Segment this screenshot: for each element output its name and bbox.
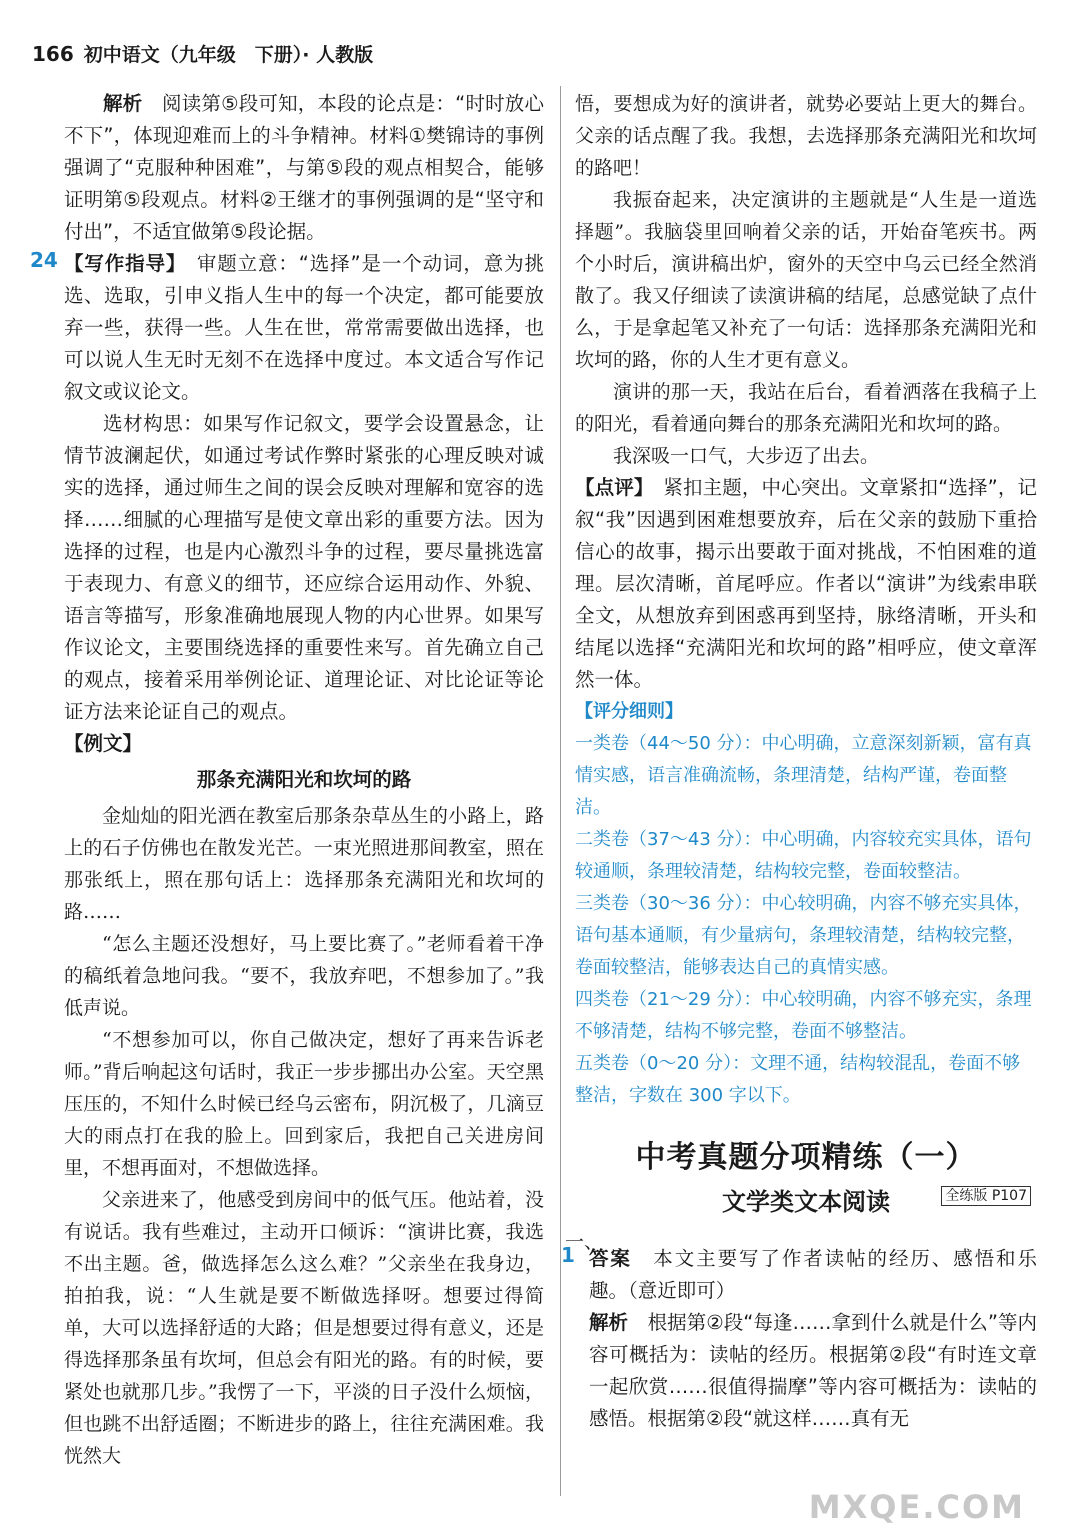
subsection-title: 文学类文本阅读	[722, 1188, 890, 1216]
subsection-tag: 全练版 P107	[941, 1186, 1031, 1206]
left-column	[30, 88, 544, 1472]
essay-paragraph-1: 金灿灿的阳光洒在教室后那条杂草丛生的小路上，路上的石子仿佛也在散发光芒。一束光照进那间教室，照在那张纸上，照在那句话上：选择那条充满阳光和坎坷的路……	[64, 805, 544, 923]
column-divider	[560, 86, 561, 1496]
rubric-item: 五类卷（0～20 分）：文理不通，结构较混乱，卷面不够整洁，字数在 300 字以下。	[575, 1053, 1021, 1106]
answer-text: 本文主要写了作者读帖的经历、感悟和乐趣。（意近即可）	[589, 1247, 1037, 1302]
comment-paragraph	[575, 472, 1037, 696]
question-number-1: 1	[561, 1243, 575, 1267]
essay-title: 那条充满阳光和坎坷的路	[196, 768, 412, 791]
analysis-label: 解析	[103, 92, 143, 115]
watermark-logo: MXQE.COM	[808, 1488, 1025, 1526]
part-label: 一、	[565, 1231, 604, 1253]
essay-paragraph-4-continued: 悟，要想成为好的演讲者，就势必要站上更大的舞台。父亲的话点醒了我。我想，去选择那条充满阳光和坎坷的路吧！	[575, 93, 1037, 179]
writing-guide-paragraph	[64, 248, 544, 408]
analysis-paragraph	[64, 88, 544, 248]
question-number-24: 24	[30, 248, 58, 272]
essay-paragraph-7: 我深吸一口气，大步迈了出去。	[613, 445, 880, 467]
example-label: 【例文】	[64, 732, 143, 755]
q1-analysis-text: 根据第②段“每逢……拿到什么就是什么”等内容可概括为：读帖的经历。根据第②段“有时连文章一起欣赏……很值得揣摩”等内容可概括为：读帖的感悟。根据第②段“就这样……真有无	[589, 1311, 1037, 1430]
essay-paragraph-5: 我振奋起来，决定演讲的主题就是“人生是一道选择题”。我脑袋里回响着父亲的话，开始奋笔疾书。两个小时后，演讲稿出炉，窗外的天空中乌云已经全然消散了。我又仔细读了读演讲稿的结尾，总感觉缺了点什么，于是拿起笔又补充了一句话：选择那条充满阳光和坎坷的路，你的人生才更有意义。	[575, 189, 1037, 371]
comment-text: 紧扣主题，中心突出。文章紧扣“选择”，记叙“我”因遇到困难想要放弃，后在父亲的鼓励下重拾信心的故事，揭示出要敢于面对挑战，不怕困难的道理。层次清晰，首尾呼应。作者以“演讲”为线索串联全文，从想放弃到困惑再到坚持，脉络清晰，开头和结尾以选择“充满阳光和坎坷的路”相呼应，使文章浑然一体。	[575, 476, 1037, 691]
question-1	[561, 1243, 1037, 1435]
page-number: 166	[32, 42, 74, 66]
answer-label: 答案	[589, 1247, 632, 1270]
rubric-item: 二类卷（37～43 分）：中心明确，内容较充实具体，语句较通顺，条理较清楚，结构较完整，卷面较整洁。	[575, 829, 1032, 882]
question-24	[30, 248, 544, 408]
rubric	[575, 696, 1037, 1112]
subsection-title-wrap	[575, 1182, 1037, 1217]
rubric-title: 【评分细则】	[575, 701, 683, 722]
material-paragraph: 选材构思：如果写作记叙文，要学会设置悬念，让情节波澜起伏，如通过考试作弊时紧张的心理反映对诚实的选择，通过师生之间的误会反映对理解和宽容的选择……细腻的心理描写是使文章出彩的重要方法。因为选择的过程，也是内心激烈斗争的过程，要尽量挑选富于表现力、有意义的细节，还应综合运用动作、外貌、语言等描写，形象准确地展现人物的内心世界。如果写作议论文，主要围绕选择的重要性来写。首先确立自己的观点，接着采用举例论证、道理论证、对比论证等论证方法来论证自己的观点。	[64, 412, 544, 723]
essay-paragraph-4: 父亲进来了，他感受到房间中的低气压。他站着，没有说话。我有些难过，主动开口倾诉：“演讲比赛，我选不出主题。爸，做选择怎么这么难？”父亲坐在我身边，拍拍我，说：“人生就是要不断做选择呀。想要过得简单，大可以选择舒适的大路；但是想要过得有意义，还是得选择那条虽有坎坷，但总会有阳光的路。有的时候，要紧处也就那几步。”我愣了一下，平淡的日子没什么烦恼，但也跳不出舒适圈；不断进步的路上，往往充满困难。我恍然大	[64, 1189, 544, 1467]
essay-paragraph-3: “不想参加可以，你自己做决定，想好了再来告诉老师。”背后响起这句话时，我正一步步挪出办公室。天空黑压压的，不知什么时候已经乌云密布，阴沉极了，几滴豆大的雨点打在我的脸上。回到家后，我把自己关进房间里，不想再面对，不想做选择。	[64, 1029, 544, 1179]
writing-guide-text: 审题立意：“选择”是一个动词，意为挑选、选取，引申义指人生中的每一个决定，都可能要放弃一些，获得一些。人生在世，常常需要做出选择，也可以说人生无时无刻不在选择中度过。本文适合写作记叙文或议论文。	[64, 252, 544, 403]
analysis-text: 阅读第⑤段可知，本段的论点是：“时时放心不下”，体现迎难而上的斗争精神。材料①樊锦诗的事例强调了“克服种种困难”，与第⑤段的观点相契合，能够证明第⑤段观点。材料②王继才的事例强调的是“坚守和付出”，不适宜做第⑤段论据。	[64, 92, 544, 243]
rubric-item: 三类卷（30～36 分）：中心较明确，内容不够充实具体，语句基本通顺，有少量病句，条理较清楚，结构较完整，卷面较整洁，能够表达自己的真情实感。	[575, 893, 1032, 978]
right-column	[561, 88, 1037, 1435]
q1-analysis-label: 解析	[589, 1311, 629, 1334]
rubric-item: 一类卷（44～50 分）：中心明确，立意深刻新颖，富有真情实感，语言准确流畅，条理清楚，结构严谨，卷面整洁。	[575, 733, 1032, 818]
essay-paragraph-2: “怎么主题还没想好，马上要比赛了。”老师看着干净的稿纸着急地问我。“要不，我放弃吧，不想参加了。”我低声说。	[64, 933, 544, 1019]
book-title: 初中语文（九年级 下册）· 人教版	[83, 44, 374, 66]
page-header	[32, 40, 373, 67]
writing-guide-label: 【写作指导】	[64, 252, 177, 275]
rubric-item: 四类卷（21～29 分）：中心较明确，内容不够充实，条理不够清楚，结构不够完整，卷面不够整洁。	[575, 989, 1032, 1042]
q1-analysis-paragraph	[575, 1307, 1037, 1435]
comment-label: 【点评】	[575, 476, 644, 499]
essay-paragraph-6: 演讲的那一天，我站在后台，看着洒落在我稿子上的阳光，看着通向舞台的那条充满阳光和坎坷的路。	[575, 381, 1037, 435]
section-title: 中考真题分项精练（一）	[635, 1140, 977, 1175]
answer-paragraph	[575, 1243, 1037, 1307]
